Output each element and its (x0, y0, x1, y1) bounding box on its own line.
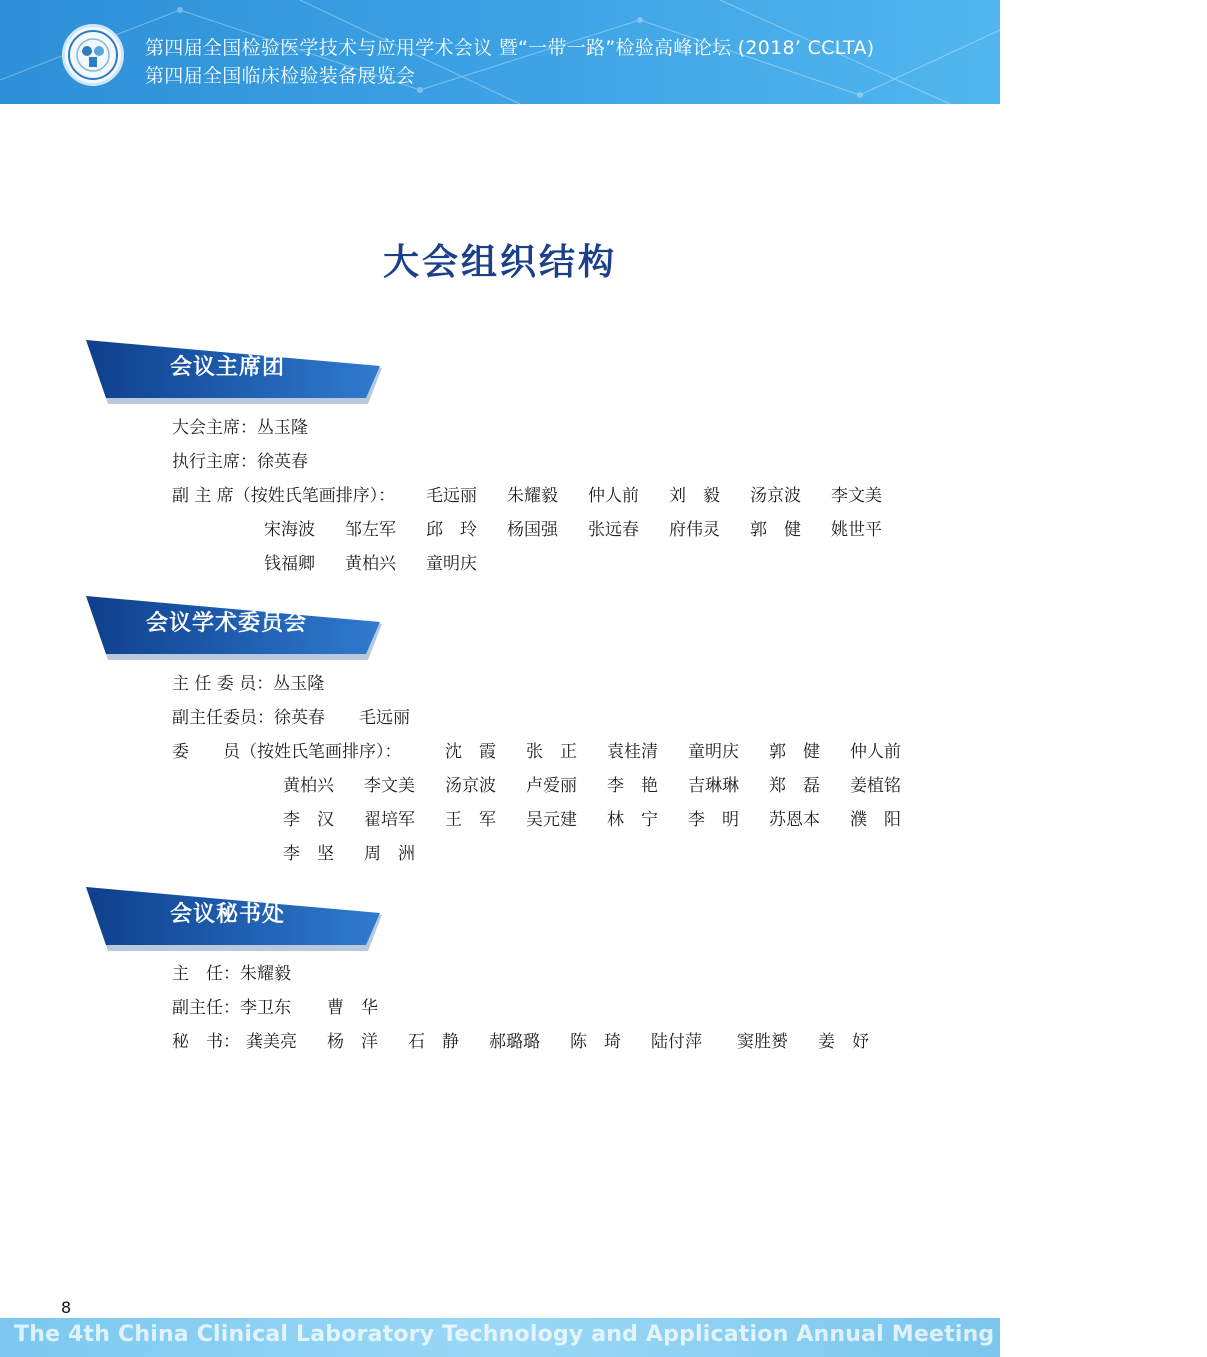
member-name: 卢爱丽 (526, 776, 577, 796)
member-name: 仲人前 (588, 486, 639, 506)
secretary-label: 秘 书： (172, 1032, 240, 1052)
section-title: 会议学术委员会 (146, 611, 308, 636)
member-name: 翟培军 (364, 810, 415, 830)
member-name: 张 正 (526, 742, 577, 762)
member-name: 刘 毅 (669, 486, 720, 506)
committee-members-label: 委 员（按姓氏笔画排序）： (172, 742, 402, 762)
conference-logo (62, 24, 124, 86)
member-name: 姜 妤 (818, 1032, 869, 1052)
member-name: 吉琳琳 (688, 776, 739, 796)
member-name: 汤京波 (445, 776, 496, 796)
member-name: 袁桂清 (607, 742, 658, 762)
vice-chairman-label: 副 主 席（按姓氏笔画排序）： (172, 486, 396, 506)
member-name: 朱耀毅 (507, 486, 558, 506)
chairman-line: 大会主席：丛玉隆 (172, 418, 308, 438)
section-banner-academic-committee (86, 596, 386, 662)
member-name: 姚世平 (831, 520, 882, 540)
member-name: 龚美亮 (246, 1032, 297, 1052)
member-name: 陈 琦 (570, 1032, 621, 1052)
member-name: 仲人前 (850, 742, 901, 762)
header-line-2: 第四届全国临床检验装备展览会 (145, 65, 416, 87)
footer-banner (0, 1318, 1207, 1357)
member-name: 李 坚 (283, 844, 334, 864)
member-name: 李 艳 (607, 776, 658, 796)
member-name: 张远春 (588, 520, 639, 540)
member-name: 陆付萍 (651, 1032, 702, 1052)
header-text (145, 34, 874, 90)
page-number: 8 (61, 1298, 72, 1317)
member-name: 郑 磊 (769, 776, 820, 796)
member-name: 石 静 (408, 1032, 459, 1052)
member-name: 邱 玲 (426, 520, 477, 540)
member-name: 林 宁 (607, 810, 658, 830)
secretariat-director-line: 主 任：朱耀毅 (172, 964, 291, 984)
member-name: 郝璐璐 (489, 1032, 540, 1052)
member-name: 郭 健 (769, 742, 820, 762)
section-banner-secretariat (86, 887, 386, 953)
member-name: 府伟灵 (669, 520, 720, 540)
member-name: 钱福卿 (264, 554, 315, 574)
secretariat-vice-director-line: 副主任：李卫东 (172, 998, 291, 1018)
section-banner-presidium (86, 340, 386, 406)
executive-chairman-line: 执行主席：徐英春 (172, 452, 308, 472)
member-name: 李 汉 (283, 810, 334, 830)
member-name: 李文美 (364, 776, 415, 796)
member-name: 黄柏兴 (283, 776, 334, 796)
member-name: 童明庆 (688, 742, 739, 762)
header-banner (0, 0, 1000, 104)
member-name: 李文美 (831, 486, 882, 506)
member-name: 宋海波 (264, 520, 315, 540)
member-name: 窦胜赟 (737, 1032, 788, 1052)
member-name: 杨国强 (507, 520, 558, 540)
member-name: 童明庆 (426, 554, 477, 574)
header-line-1: 第四届全国检验医学技术与应用学术会议 暨“一带一路”检验高峰论坛 (2018’ CCLTA) (145, 37, 875, 59)
member-name: 郭 健 (750, 520, 801, 540)
page-title: 大会组织结构 (382, 242, 617, 283)
committee-director-line: 主 任 委 员：丛玉隆 (172, 674, 325, 694)
member-name: 濮 阳 (850, 810, 901, 830)
committee-vice-director-line: 副主任委员：徐英春 毛远丽 (172, 708, 410, 728)
footer-text: The 4th China Clinical Laboratory Technology and Application Annual Meeting & Laboratory Eq (14, 1322, 1207, 1347)
member-name: 王 军 (445, 810, 496, 830)
member-name: 邹左军 (345, 520, 396, 540)
section-title: 会议主席团 (170, 355, 286, 380)
member-name: 姜植铭 (850, 776, 901, 796)
member-name: 毛远丽 (426, 486, 477, 506)
member-name: 苏恩本 (769, 810, 820, 830)
member-name: 曹 华 (327, 998, 378, 1018)
member-name: 汤京波 (750, 486, 801, 506)
member-name: 周 洲 (364, 844, 415, 864)
member-name: 李 明 (688, 810, 739, 830)
member-name: 沈 霞 (445, 742, 496, 762)
section-title: 会议秘书处 (170, 902, 286, 927)
member-name: 黄柏兴 (345, 554, 396, 574)
member-name: 吴元建 (526, 810, 577, 830)
member-name: 杨 洋 (327, 1032, 378, 1052)
